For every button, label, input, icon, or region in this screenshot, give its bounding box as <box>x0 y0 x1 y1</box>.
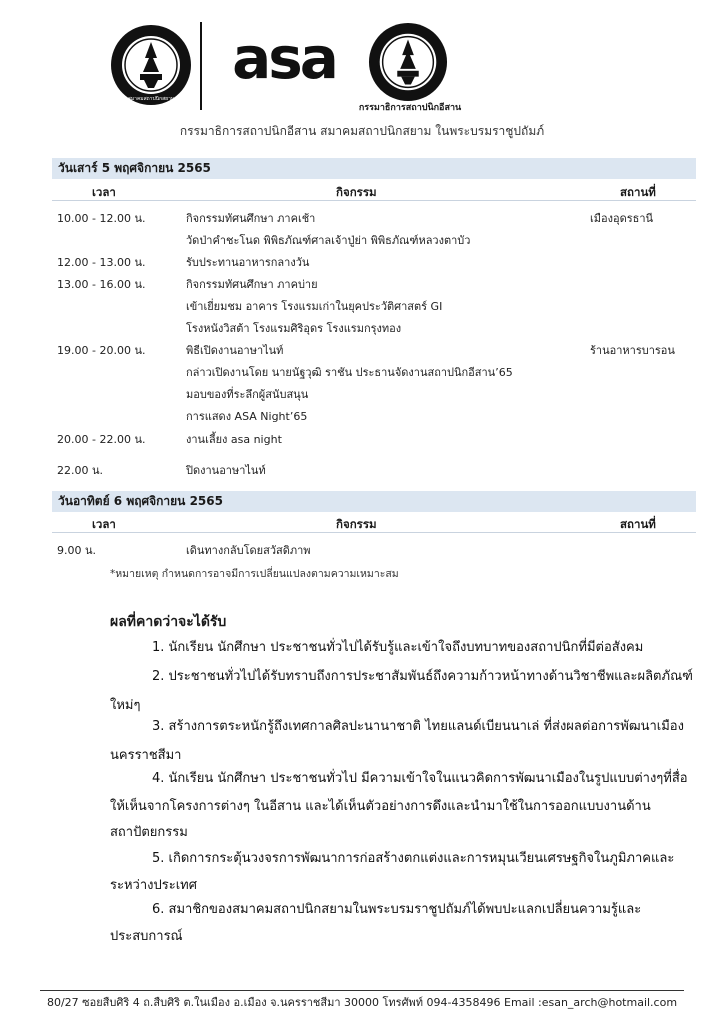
day2-header-rule <box>52 532 696 533</box>
day1-col-place: สถานที่ <box>620 185 656 199</box>
results-line-1: 1. นักเรียน นักศึกษา ประชาชนทั่วไปได้รับรู้และเข้าใจถึงบทบาทของสถาปนิกที่มีต่อสังคม <box>152 640 644 655</box>
day1-row7-time: 19.00 - 20.00 น. <box>57 344 146 357</box>
day1-row11-activity: งานเลี้ยง asa night <box>186 433 282 446</box>
day2-row1-time: 9.00 น. <box>57 544 97 557</box>
day1-row1-place: เมืองอุดรธานี <box>590 212 654 225</box>
day1-title-bar: วันเสาร์ 5 พฤศจิกายน 2565 <box>52 158 696 179</box>
results-line-4-cont-b: สถาปัตยกรรม <box>110 825 188 840</box>
day1-row5-activity: เข้าเยี่ยมชม อาคาร โรงแรมเก่าในยุคประวัติศาสตร์ GI <box>186 300 443 313</box>
results-line-5: 5. เกิดการกระตุ้นวงจรการพัฒนาการก่อสร้างตกแต่งและการหมุนเวียนเศรษฐกิจในภูมิภาคและ <box>152 851 675 866</box>
footer-contact: 80/27 ซอยสืบศิริ 4 ถ.สืบศิริ ต.ในเมือง อ.เมือง จ.นครราชสีมา 30000 โทรศัพท์ 094-4358496 Email :esan_arch@hotmail.com <box>46 996 678 1009</box>
day2-col-time: เวลา <box>92 517 116 531</box>
asa-wordmark-text: asa <box>232 28 336 92</box>
day1-row1-activity: กิจกรรมทัศนศึกษา ภาคเช้า <box>186 212 316 225</box>
seal-left-caption: สมาคมสถาปนิกสยาม <box>127 96 175 102</box>
day1-row3-time: 12.00 - 13.00 น. <box>57 256 146 269</box>
organization-subtitle: กรรมาธิการสถาปนิกอีสาน สมาคมสถาปนิกสยาม ในพระบรมราชูปถัมภ์ <box>179 124 545 138</box>
day2-col-activity: กิจกรรม <box>336 517 377 531</box>
day1-row11-time: 20.00 - 22.00 น. <box>57 433 146 446</box>
esan-committee-caption: กรรมาธิการสถาปนิกอีสาน <box>358 103 462 113</box>
results-line-4: 4. นักเรียน นักศึกษา ประชาชนทั่วไป มีความเข้าใจในแนวคิดการพัฒนาเมืองในรูปแบบต่างๆที่สื่อ <box>152 771 688 786</box>
day1-row7-place: ร้านอาหารบารอน <box>590 344 675 357</box>
results-line-3-cont: นครราชสีมา <box>110 748 182 763</box>
logo-divider <box>200 22 202 110</box>
day1-row8-activity: กล่าวเปิดงานโดย นายนัฐวุฒิ ราชัน ประธานจัดงานสถาปนิกอีสาน’65 <box>186 366 513 379</box>
day1-row12-activity: ปิดงานอาษาไนท์ <box>186 464 266 477</box>
asa-wordmark-logo <box>214 28 354 92</box>
esan-committee-seal-logo <box>368 22 448 102</box>
day1-row10-activity: การแสดง ASA Night’65 <box>186 410 308 423</box>
results-line-6-cont: ประสบการณ์ <box>110 929 183 944</box>
day1-row3-activity: รับประทานอาหารกลางวัน <box>186 256 310 269</box>
results-line-2-cont: ใหม่ๆ <box>110 698 141 713</box>
day1-col-activity: กิจกรรม <box>336 185 377 199</box>
results-title: ผลที่คาดว่าจะได้รับ <box>110 614 227 630</box>
day1-row12-time: 22.00 น. <box>57 464 104 477</box>
day1-header-rule <box>52 200 696 201</box>
day1-row6-activity: โรงหนังวิสต้า โรงแรมศิริอุดร โรงแรมกรุงทอง <box>186 322 402 335</box>
day1-row4-activity: กิจกรรมทัศนศึกษา ภาคบ่าย <box>186 278 318 291</box>
results-line-3: 3. สร้างการตระหนักรู้ถึงเทศกาลศิลปะนานาชาติ ไทยแลนด์เบียนนาเล่ ที่ส่งผลต่อการพัฒนาเมือง <box>152 719 684 734</box>
footer-rule <box>40 990 684 991</box>
results-line-5-cont: ระหว่างประเทศ <box>110 878 197 893</box>
day1-row1-time: 10.00 - 12.00 น. <box>57 212 146 225</box>
day1-row9-activity: มอบของที่ระลึกผู้สนับสนุน <box>186 388 309 401</box>
day2-row1-activity: เดินทางกลับโดยสวัสดิภาพ <box>186 544 311 557</box>
day1-row2-activity: วัดป่าคำชะโนด พิพิธภัณฑ์ศาลเจ้าปู่ย่า พิพิธภัณฑ์หลวงตาบัว <box>186 234 471 247</box>
schedule-note: *หมายเหตุ กำหนดการอาจมีการเปลี่ยนแปลงตามความเหมาะสม <box>110 568 399 580</box>
day1-row4-time: 13.00 - 16.00 น. <box>57 278 146 291</box>
day2-title-bar: วันอาทิตย์ 6 พฤศจิกายน 2565 <box>52 491 696 512</box>
day2-col-place: สถานที่ <box>620 517 656 531</box>
siamese-architects-seal-logo <box>110 24 192 106</box>
results-line-6: 6. สมาชิกของสมาคมสถาปนิกสยามในพระบรมราชูปถัมภ์ได้พบปะแลกเปลี่ยนความรู้และ <box>152 902 642 917</box>
results-line-2: 2. ประชาชนทั่วไปได้รับทราบถึงการประชาสัมพันธ์ถึงความก้าวหน้าทางด้านวิชาชีพและผลิตภัณฑ์ <box>152 669 693 684</box>
day1-col-time: เวลา <box>92 185 116 199</box>
day1-row7-activity: พิธีเปิดงานอาษาไนท์ <box>186 344 284 357</box>
results-line-4-cont-a: ให้เห็นจากโครงการต่างๆ ในอีสาน และได้เห็นตัวอย่างการดึงและนำมาใช้ในการออกแบบงานด้าน <box>110 799 651 814</box>
